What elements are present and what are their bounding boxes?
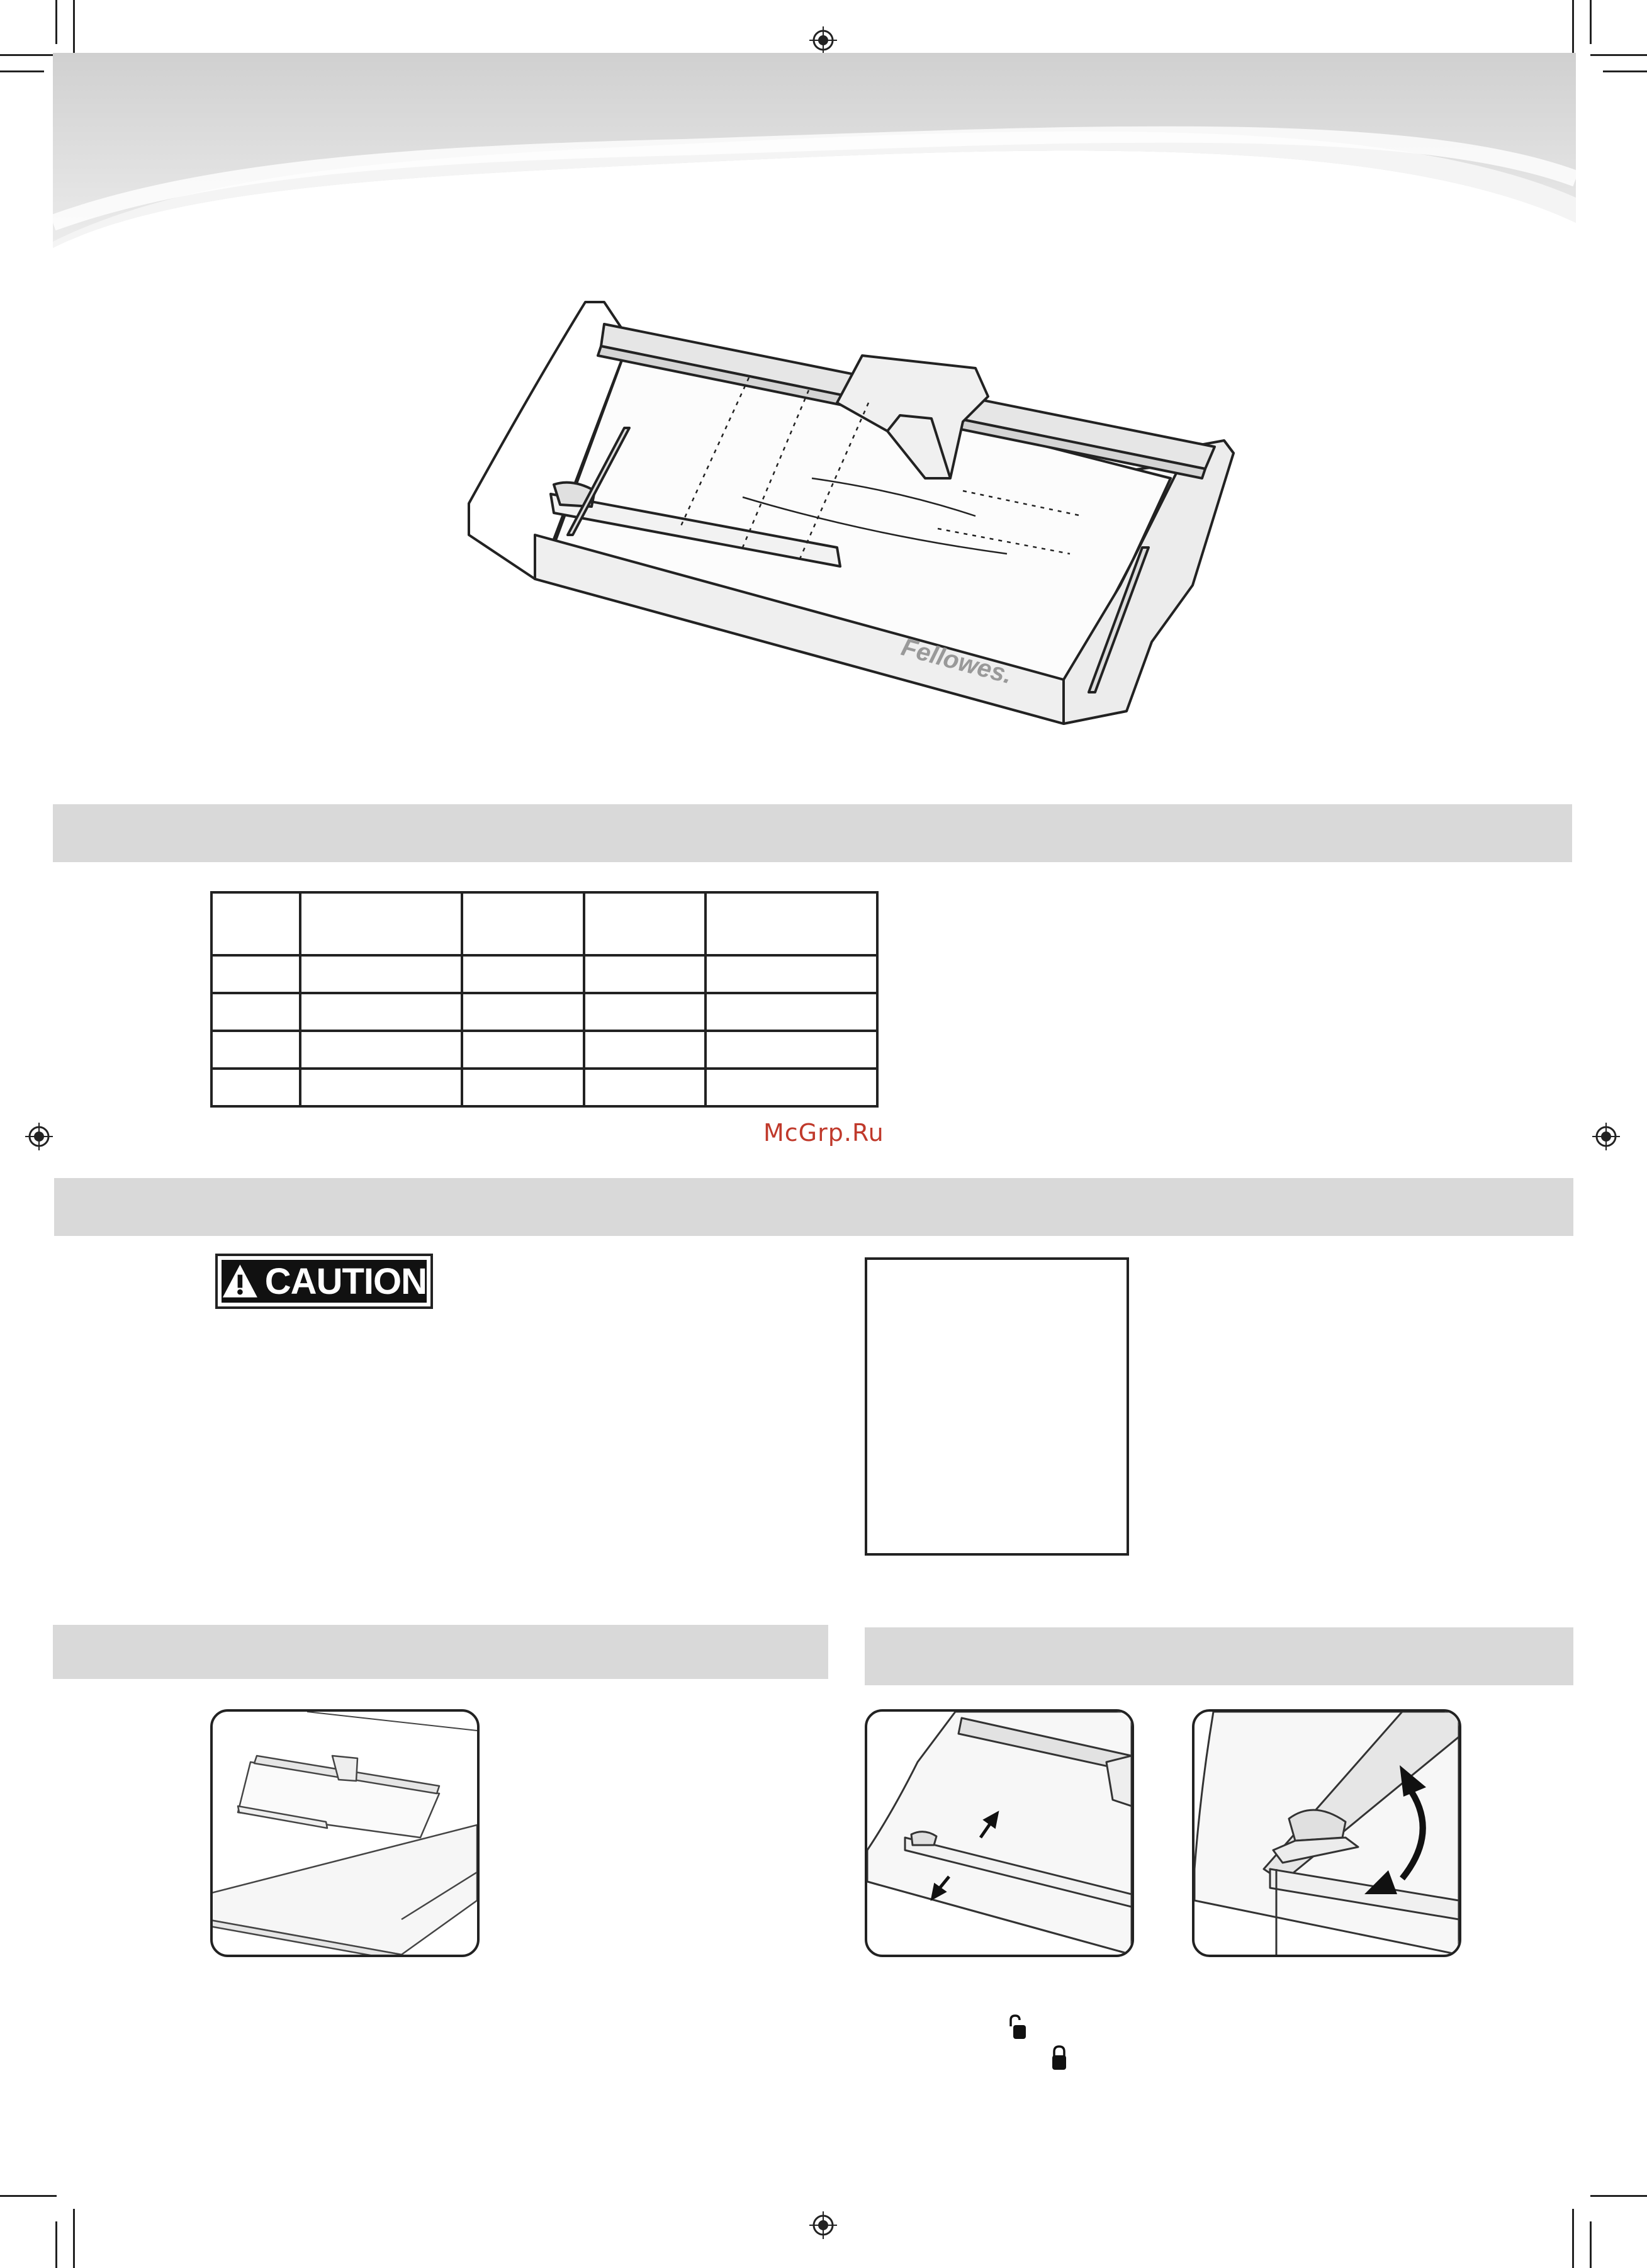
crop-mark — [1572, 2209, 1574, 2268]
table-cell — [300, 955, 462, 993]
figure-swing-arm — [865, 1709, 1134, 1957]
table-cell — [584, 1031, 705, 1069]
table-cell — [462, 1069, 583, 1106]
crop-mark — [55, 0, 57, 44]
table-cell — [211, 993, 300, 1031]
table-cell — [462, 1031, 583, 1069]
table-cell — [462, 955, 583, 993]
figure-setup — [210, 1709, 480, 1957]
brand-logo: Fellowes. — [898, 633, 1015, 690]
crop-mark — [0, 70, 44, 72]
table-cell — [705, 892, 877, 955]
table-cell — [300, 1031, 462, 1069]
crop-mark — [1590, 2195, 1647, 2197]
table-cell — [300, 1069, 462, 1106]
table-cell — [584, 1069, 705, 1106]
crop-mark — [73, 0, 75, 57]
section-band-1 — [53, 804, 1572, 862]
watermark-text: McGrp.Ru — [763, 1119, 884, 1147]
crop-mark — [1590, 54, 1647, 56]
crop-mark — [1572, 0, 1574, 57]
crop-mark — [0, 2195, 57, 2197]
caution-label — [215, 1254, 433, 1309]
registration-mark-icon — [25, 1123, 53, 1150]
crop-mark — [73, 2209, 75, 2268]
trimmer-illustration — [459, 289, 1278, 743]
table-cell — [705, 955, 877, 993]
table-cell — [584, 955, 705, 993]
table-cell — [211, 1069, 300, 1106]
section-band-3 — [53, 1625, 828, 1679]
spec-table — [210, 891, 879, 1108]
crop-mark — [55, 2221, 57, 2268]
table-cell — [211, 892, 300, 955]
table-cell — [705, 1069, 877, 1106]
caution-text: CAUTION — [264, 1260, 427, 1302]
lock-icon — [1050, 2044, 1069, 2072]
figure-lock — [1192, 1709, 1461, 1957]
crop-mark — [0, 54, 57, 56]
unlock-icon — [1007, 2014, 1028, 2041]
table-cell — [705, 1031, 877, 1069]
table-cell — [584, 892, 705, 955]
header-banner — [53, 53, 1576, 254]
table-cell — [300, 892, 462, 955]
crop-mark — [1590, 2221, 1592, 2268]
table-cell — [300, 993, 462, 1031]
section-band-2 — [54, 1178, 1573, 1236]
section-band-4 — [865, 1627, 1573, 1685]
warning-triangle-icon — [222, 1262, 259, 1301]
table-cell — [462, 892, 583, 955]
registration-mark-icon — [809, 26, 837, 54]
table-cell — [462, 993, 583, 1031]
table-cell — [584, 993, 705, 1031]
crop-mark — [1603, 70, 1647, 72]
table-cell — [211, 1031, 300, 1069]
registration-mark-icon — [1592, 1123, 1620, 1150]
crop-mark — [1590, 0, 1592, 44]
blank-box — [865, 1257, 1129, 1556]
table-cell — [211, 955, 300, 993]
registration-mark-icon — [809, 2211, 837, 2239]
table-cell — [705, 993, 877, 1031]
